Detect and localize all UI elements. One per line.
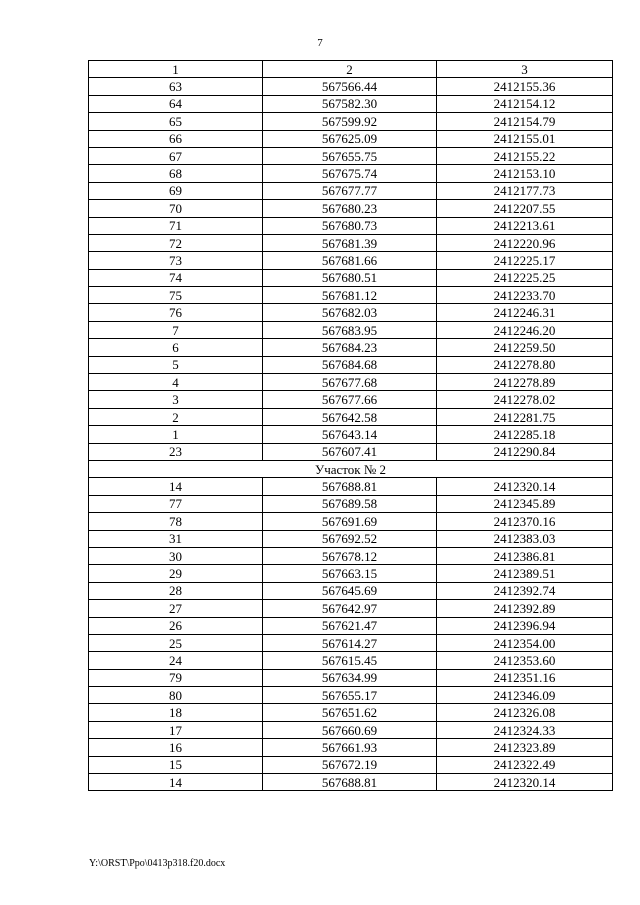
cell-y-coordinate: 2412392.74 [437,582,613,599]
cell-point-number: 3 [89,391,263,408]
cell-x-coordinate: 567655.75 [263,147,437,164]
cell-y-coordinate: 2412154.12 [437,95,613,112]
cell-point-number: 17 [89,721,263,738]
cell-point-number: 18 [89,704,263,721]
cell-point-number: 4 [89,374,263,391]
cell-point-number: 69 [89,182,263,199]
cell-y-coordinate: 2412324.33 [437,721,613,738]
cell-x-coordinate: 567688.81 [263,774,437,791]
cell-y-coordinate: 2412392.89 [437,600,613,617]
cell-point-number: 66 [89,130,263,147]
cell-x-coordinate: 567681.12 [263,287,437,304]
cell-x-coordinate: 567642.58 [263,408,437,425]
cell-point-number: 76 [89,304,263,321]
cell-x-coordinate: 567582.30 [263,95,437,112]
cell-x-coordinate: 567683.95 [263,321,437,338]
cell-point-number: 77 [89,495,263,512]
cell-x-coordinate: 567661.93 [263,739,437,756]
cell-point-number: 73 [89,252,263,269]
cell-point-number: 74 [89,269,263,286]
table-row [89,356,613,373]
table-row [89,113,613,130]
cell-point-number: 5 [89,356,263,373]
table-row [89,478,613,495]
cell-point-number: 6 [89,339,263,356]
cell-x-coordinate: 567680.73 [263,217,437,234]
table-row [89,339,613,356]
table-row [89,513,613,530]
cell-y-coordinate: 2412225.17 [437,252,613,269]
cell-point-number: 63 [89,78,263,95]
cell-point-number: 7 [89,321,263,338]
cell-x-coordinate: 567677.77 [263,182,437,199]
table-row [89,78,613,95]
cell-y-coordinate: 2412320.14 [437,478,613,495]
column-header-point-number: 1 [89,61,263,78]
table-header-row [89,61,613,78]
cell-point-number: 16 [89,739,263,756]
cell-point-number: 65 [89,113,263,130]
table-row [89,95,613,112]
cell-point-number: 1 [89,426,263,443]
cell-x-coordinate: 567625.09 [263,130,437,147]
cell-x-coordinate: 567675.74 [263,165,437,182]
table-row [89,165,613,182]
cell-y-coordinate: 2412155.22 [437,147,613,164]
cell-point-number: 2 [89,408,263,425]
cell-point-number: 15 [89,756,263,773]
table-row [89,565,613,582]
cell-point-number: 25 [89,634,263,651]
cell-x-coordinate: 567677.68 [263,374,437,391]
section-title-row [89,460,613,477]
coordinates-table [88,60,613,791]
cell-y-coordinate: 2412290.84 [437,443,613,460]
cell-x-coordinate: 567684.23 [263,339,437,356]
cell-point-number: 79 [89,669,263,686]
table-row [89,495,613,512]
cell-y-coordinate: 2412285.18 [437,426,613,443]
table-row [89,443,613,460]
table-row [89,426,613,443]
cell-y-coordinate: 2412246.31 [437,304,613,321]
cell-y-coordinate: 2412354.00 [437,634,613,651]
table-row [89,287,613,304]
cell-x-coordinate: 567651.62 [263,704,437,721]
table-row [89,147,613,164]
table-row [89,756,613,773]
cell-x-coordinate: 567566.44 [263,78,437,95]
cell-point-number: 28 [89,582,263,599]
cell-x-coordinate: 567663.15 [263,565,437,582]
cell-y-coordinate: 2412345.89 [437,495,613,512]
cell-y-coordinate: 2412278.80 [437,356,613,373]
table-row [89,391,613,408]
cell-x-coordinate: 567677.66 [263,391,437,408]
cell-y-coordinate: 2412326.08 [437,704,613,721]
footer-file-path: Y:\ORST\Ppo\0413p318.f20.docx [89,858,226,869]
cell-x-coordinate: 567684.68 [263,356,437,373]
cell-x-coordinate: 567682.03 [263,304,437,321]
cell-x-coordinate: 567672.19 [263,756,437,773]
cell-y-coordinate: 2412386.81 [437,547,613,564]
cell-point-number: 72 [89,234,263,251]
cell-y-coordinate: 2412246.20 [437,321,613,338]
cell-x-coordinate: 567680.51 [263,269,437,286]
cell-y-coordinate: 2412383.03 [437,530,613,547]
cell-x-coordinate: 567643.14 [263,426,437,443]
cell-y-coordinate: 2412346.09 [437,687,613,704]
cell-x-coordinate: 567681.39 [263,234,437,251]
cell-y-coordinate: 2412322.49 [437,756,613,773]
cell-x-coordinate: 567660.69 [263,721,437,738]
cell-x-coordinate: 567689.58 [263,495,437,512]
cell-point-number: 70 [89,200,263,217]
cell-point-number: 64 [89,95,263,112]
cell-y-coordinate: 2412323.89 [437,739,613,756]
column-header-x-coordinate: 2 [263,61,437,78]
cell-y-coordinate: 2412155.36 [437,78,613,95]
column-header-y-coordinate: 3 [437,61,613,78]
cell-point-number: 14 [89,774,263,791]
cell-y-coordinate: 2412213.61 [437,217,613,234]
cell-x-coordinate: 567678.12 [263,547,437,564]
table-row [89,669,613,686]
cell-point-number: 14 [89,478,263,495]
cell-x-coordinate: 567655.17 [263,687,437,704]
cell-point-number: 29 [89,565,263,582]
cell-point-number: 30 [89,547,263,564]
cell-point-number: 80 [89,687,263,704]
cell-point-number: 24 [89,652,263,669]
table-row [89,774,613,791]
cell-point-number: 27 [89,600,263,617]
cell-y-coordinate: 2412259.50 [437,339,613,356]
cell-y-coordinate: 2412278.02 [437,391,613,408]
table-row [89,304,613,321]
table-row [89,721,613,738]
cell-y-coordinate: 2412351.16 [437,669,613,686]
cell-point-number: 31 [89,530,263,547]
cell-point-number: 68 [89,165,263,182]
cell-y-coordinate: 2412389.51 [437,565,613,582]
table-row [89,547,613,564]
cell-x-coordinate: 567607.41 [263,443,437,460]
cell-point-number: 78 [89,513,263,530]
table-row [89,704,613,721]
cell-y-coordinate: 2412153.10 [437,165,613,182]
cell-y-coordinate: 2412177.73 [437,182,613,199]
cell-y-coordinate: 2412154.79 [437,113,613,130]
table-row [89,652,613,669]
cell-x-coordinate: 567688.81 [263,478,437,495]
cell-point-number: 26 [89,617,263,634]
table-row [89,130,613,147]
cell-x-coordinate: 567614.27 [263,634,437,651]
table-row [89,600,613,617]
cell-x-coordinate: 567642.97 [263,600,437,617]
cell-x-coordinate: 567692.52 [263,530,437,547]
table-row [89,234,613,251]
cell-point-number: 67 [89,147,263,164]
table-row [89,617,613,634]
cell-y-coordinate: 2412353.60 [437,652,613,669]
cell-x-coordinate: 567621.47 [263,617,437,634]
cell-y-coordinate: 2412281.75 [437,408,613,425]
table-row [89,739,613,756]
cell-y-coordinate: 2412207.55 [437,200,613,217]
cell-x-coordinate: 567681.66 [263,252,437,269]
cell-y-coordinate: 2412155.01 [437,130,613,147]
cell-point-number: 23 [89,443,263,460]
cell-x-coordinate: 567691.69 [263,513,437,530]
table-row [89,634,613,651]
cell-y-coordinate: 2412396.94 [437,617,613,634]
table-row [89,374,613,391]
table-row [89,200,613,217]
table-row [89,182,613,199]
section-title: Участок № 2 [89,460,613,477]
cell-x-coordinate: 567599.92 [263,113,437,130]
cell-x-coordinate: 567680.23 [263,200,437,217]
cell-y-coordinate: 2412278.89 [437,374,613,391]
page-number: 7 [317,37,323,49]
cell-x-coordinate: 567615.45 [263,652,437,669]
table-row [89,408,613,425]
table-row [89,217,613,234]
cell-y-coordinate: 2412370.16 [437,513,613,530]
table-row [89,252,613,269]
table-row [89,321,613,338]
table-row [89,269,613,286]
cell-y-coordinate: 2412220.96 [437,234,613,251]
table-row [89,530,613,547]
cell-x-coordinate: 567645.69 [263,582,437,599]
cell-point-number: 71 [89,217,263,234]
cell-x-coordinate: 567634.99 [263,669,437,686]
cell-y-coordinate: 2412225.25 [437,269,613,286]
cell-point-number: 75 [89,287,263,304]
cell-y-coordinate: 2412233.70 [437,287,613,304]
table-row [89,687,613,704]
table-row [89,582,613,599]
cell-y-coordinate: 2412320.14 [437,774,613,791]
